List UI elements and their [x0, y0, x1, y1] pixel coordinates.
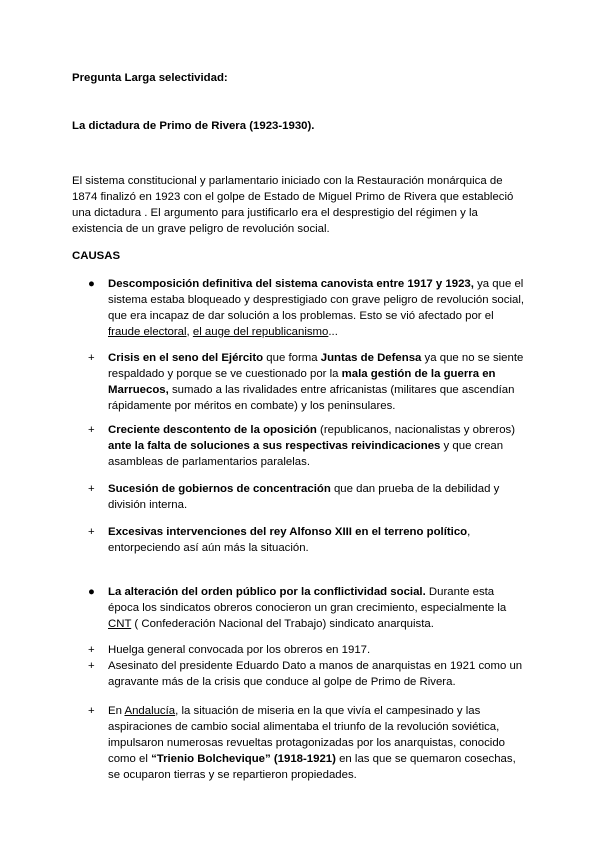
- item-bold-text: Excesivas intervenciones del rey Alfonso XIII en el terreno político: [108, 526, 468, 538]
- list-item-huelga: Huelga general convocada por los obreros en 1917.: [108, 644, 371, 656]
- item-text: En: [108, 705, 125, 717]
- item-text: en las que se quemaron cosechas, se ocuparon tierras y se repartieron propiedades.: [108, 753, 516, 781]
- item-bold-text: Juntas de Defensa: [320, 352, 422, 364]
- intro-paragraph: El sistema constitucional y parlamentario iniciado con la Restauración monárquica de 1874 finalizó en 1923 con el golpe de Estado de Miguel Primo de Rivera que estableció una dictadura . El argumento para justificarlo era el desprestigio del régimen y la existencia de un grave peligro de revolución social.: [72, 175, 514, 235]
- bullet-dot-marker: ●: [88, 278, 95, 290]
- item-bold-text: “Trienio Bolchevique” (1918-1921): [151, 753, 336, 765]
- bullet-plus-marker: +: [88, 705, 95, 717]
- item-bold-text: Descomposición definitiva del sistema canovista entre 1917 y 1923,: [108, 278, 474, 290]
- link-andalucia[interactable]: Andalucía: [124, 705, 176, 717]
- list-item-canovista: [108, 276, 524, 340]
- item-text: y que crean asambleas de parlamentarios paralelas.: [108, 440, 504, 468]
- link-auge-republicanismo[interactable]: el auge del republicanismo: [192, 326, 329, 338]
- list-item-andalucia: [108, 703, 524, 783]
- item-text: , entorpeciendo así aún más la situación.: [108, 526, 471, 554]
- list-item-oposicion: [108, 422, 524, 470]
- item-text: ( Confederación Nacional del Trabajo) sindicato anarquista.: [131, 618, 434, 630]
- bullet-dot-marker: ●: [88, 586, 95, 598]
- causas-heading: CAUSAS: [72, 250, 121, 262]
- list-item-ejercito: [108, 350, 524, 414]
- item-text: que forma: [263, 352, 321, 364]
- link-fraude-electoral[interactable]: fraude electoral: [108, 326, 187, 338]
- item-text: (republicanos, nacionalistas y obreros): [316, 424, 516, 436]
- bullet-plus-marker: +: [88, 644, 95, 656]
- bullet-plus-marker: +: [88, 352, 95, 364]
- document-heading-topic: La dictadura de Primo de Rivera (1923-1930).: [72, 120, 315, 132]
- bullet-plus-marker: +: [88, 526, 95, 538]
- item-text: sumado a las rivalidades entre africanistas (militares que ascendían rápidamente por méritos en combate) y los peninsulares.: [108, 384, 515, 412]
- link-cnt[interactable]: CNT: [108, 618, 132, 630]
- item-text: , la situación de miseria en la que vivía el campesinado y las aspiraciones de cambio social alimentaba el triunfo de la revolución soviética, impulsaron numerosas revueltas protagonizadas por los anarquistas, conocido como el: [108, 705, 505, 765]
- document-heading-exam: Pregunta Larga selectividad:: [72, 72, 228, 84]
- item-text: ya que no se siente respaldado y porque se ve cuestionado por la: [108, 352, 524, 380]
- item-bold-text: mala gestión de la guerra en Marruecos,: [108, 368, 496, 396]
- item-bold-text: Sucesión de gobiernos de concentración: [108, 483, 331, 495]
- item-text: Durante esta época los sindicatos obreros conocieron un gran crecimiento, especialmente la: [108, 586, 507, 614]
- item-bold-text: Crisis en el seno del Ejército: [108, 352, 264, 364]
- bullet-plus-marker: +: [88, 483, 95, 495]
- item-text: ya que el sistema estaba bloqueado y desprestigiado con grave peligro de revolución social, que era incapaz de dar solución a los problemas. Esto se vió afectado por el: [108, 278, 525, 322]
- item-bold-text: ante la falta de soluciones a sus respectivas reivindicaciones: [108, 440, 441, 452]
- item-bold-text: La alteración del orden público por la conflictividad social.: [108, 586, 426, 598]
- list-item-asesinato-dato: Asesinato del presidente Eduardo Dato a manos de anarquistas en 1921 como un agravante más de la crisis que conduce al golpe de Primo de Rivera.: [108, 660, 523, 688]
- item-text: ,: [186, 326, 193, 338]
- bullet-plus-marker: +: [88, 424, 95, 436]
- item-text: que dan prueba de la debilidad y división interna.: [108, 483, 500, 511]
- item-bold-text: Creciente descontento de la oposición: [108, 424, 317, 436]
- list-item-orden-publico: [108, 584, 524, 632]
- list-item-alfonso-xiii: [108, 524, 524, 556]
- list-item-gobiernos: [108, 481, 524, 513]
- bullet-plus-marker: +: [88, 660, 95, 672]
- item-text: ...: [328, 326, 338, 338]
